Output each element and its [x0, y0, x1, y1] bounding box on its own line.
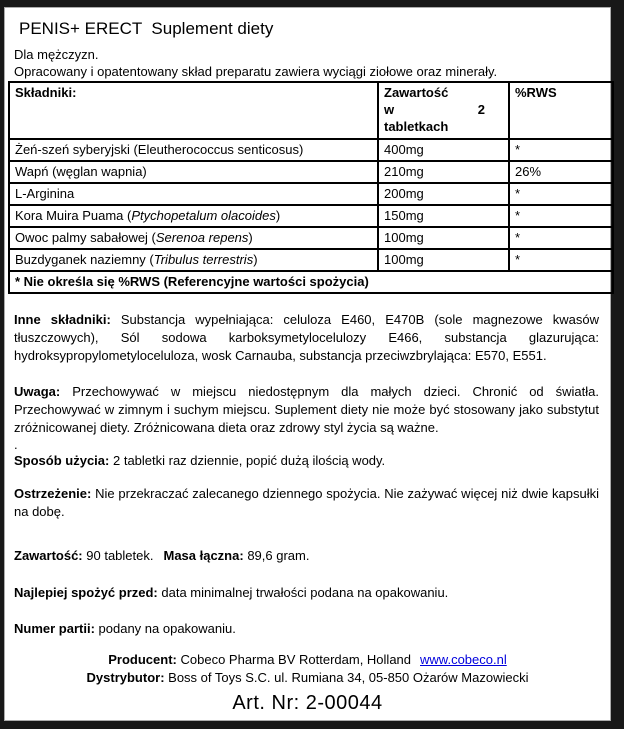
usage-label: Sposób użycia:: [14, 453, 110, 468]
ingredient-text-post: ): [253, 252, 258, 267]
batch-text: podany na opakowaniu.: [98, 621, 236, 636]
contents-label: Zawartość:: [14, 548, 83, 563]
ingredient-text: Owoc palmy sabałowej (: [15, 230, 156, 245]
intro-line-2: Opracowany i opatentowany skład preparatu zawiera wyciągi ziołowe oraz minerały.: [14, 64, 498, 79]
table-row: [9, 249, 613, 271]
ingredient-text: Wapń (węglan wapnia): [15, 164, 147, 179]
usage-text: 2 tabletki raz dziennie, popić dużą ilością wody.: [112, 453, 386, 468]
ingredient-rws: *: [509, 249, 613, 271]
ingredient-rws: *: [509, 227, 613, 249]
ingredient-latin: Tribulus terrestris: [153, 252, 254, 267]
ingredient-amount: 200mg: [378, 183, 509, 205]
ingredient-amount: 400mg: [378, 139, 509, 161]
ingredient-amount: 210mg: [378, 161, 509, 183]
table-row: [9, 161, 613, 183]
stray-dot: .: [14, 437, 18, 452]
other-ingredients-label: Inne składniki:: [14, 312, 111, 327]
table-row: [9, 183, 613, 205]
table-footnote: * Nie określa się %RWS (Referencyjne wartości spożycia): [9, 271, 613, 293]
table-footnote-row: [9, 271, 613, 293]
best-before-paragraph: [14, 584, 599, 602]
ingredient-name: [9, 139, 378, 161]
header-content-line1: Zawartość: [384, 85, 449, 100]
producer-label: Producent:: [108, 652, 177, 667]
ingredient-text: Kora Muira Puama (: [15, 208, 132, 223]
ingredient-name: [9, 183, 378, 205]
batch-paragraph: [14, 620, 599, 638]
ingredient-amount: 100mg: [378, 227, 509, 249]
other-ingredients-paragraph: [14, 311, 599, 365]
contents-paragraph: [14, 547, 599, 565]
caution-text: Nie przekraczać zalecanego dziennego spożycia. Nie zażywać więcej niż dwie kapsułki na dobę.: [14, 486, 599, 519]
ingredient-text-post: ): [275, 208, 281, 223]
header-content: [378, 82, 509, 139]
caution-label: Ostrzeżenie:: [14, 486, 92, 501]
header-content-line2: [384, 101, 485, 118]
caution-paragraph: [14, 485, 599, 521]
ingredient-text-post: ): [248, 230, 253, 245]
ingredient-latin: Ptychopetalum olacoides: [131, 208, 276, 223]
best-before-text: data minimalnej trwałości podana na opakowaniu.: [161, 585, 449, 600]
table-row: [9, 139, 613, 161]
contents-text: 90 tabletek.: [86, 548, 154, 563]
warning-note-text: Przechowywać w miejscu niedostępnym dla małych dzieci. Chronić od światła. Przechowywać w zimnym i suchym miejscu. Suplement diety nie może być stosowany jako substytut zróżnicowanej diety. Zróżnicowana dieta oraz zdrowy styl życia są ważne.: [14, 384, 599, 435]
usage-paragraph: [14, 452, 599, 470]
product-title: PENIS+ ERECT Suplement diety: [19, 19, 274, 38]
ingredient-rws: *: [509, 139, 613, 161]
warning-note-paragraph: [14, 383, 599, 437]
label-page: [4, 7, 611, 721]
best-before-label: Najlepiej spożyć przed:: [14, 585, 158, 600]
ingredient-text: Żeń-szeń syberyjski (Eleutherococcus senticosus): [15, 142, 304, 157]
ingredient-rws: *: [509, 183, 613, 205]
article-number: Art. Nr: 2-00044: [232, 692, 383, 714]
ingredient-amount: 100mg: [378, 249, 509, 271]
ingredient-name: [9, 249, 378, 271]
header-content-line3: tabletkach: [384, 119, 449, 134]
header-content-2: 2: [477, 102, 485, 117]
total-mass-label: Masa łączna:: [163, 548, 244, 563]
producer-line: [5, 651, 610, 669]
distributor-label: Dystrybutor:: [86, 670, 165, 685]
ingredient-text: L-Arginina: [15, 186, 75, 201]
ingredient-name: [9, 205, 378, 227]
header-content-w: w: [384, 102, 395, 117]
ingredient-latin: Serenoa repens: [155, 230, 249, 245]
table-row: [9, 205, 613, 227]
producer-website-link[interactable]: www.cobeco.nl: [420, 652, 507, 667]
header-ingredients: Składniki:: [9, 82, 378, 139]
ingredient-amount: 150mg: [378, 205, 509, 227]
ingredient-text: Buzdyganek naziemny (: [15, 252, 154, 267]
table-row: [9, 227, 613, 249]
distributor-text: Boss of Toys S.C. ul. Rumiana 34, 05-850 Ożarów Mazowiecki: [168, 670, 529, 685]
ingredient-name: [9, 227, 378, 249]
ingredient-rws: 26%: [509, 161, 613, 183]
header-rws: %RWS: [509, 82, 613, 139]
batch-label: Numer partii:: [14, 621, 95, 636]
ingredients-table: [8, 81, 614, 294]
warning-note-label: Uwaga:: [14, 384, 61, 399]
intro-line-1: Dla mężczyzn.: [14, 47, 99, 62]
producer-text: Cobeco Pharma BV Rotterdam, Holland: [180, 652, 412, 667]
ingredient-rws: *: [509, 205, 613, 227]
total-mass-text: 89,6 gram.: [247, 548, 310, 563]
table-header-row: [9, 82, 613, 139]
ingredient-name: [9, 161, 378, 183]
distributor-line: [5, 669, 610, 687]
other-ingredients-text: Substancja wypełniająca: celuloza E460, E470B (sole magnezowe kwasów tłuszczowych), Sól sodowa karboksymetylocelulozy E466, substancja glazurująca: hydroksypropylometyloceluloza, wosk Carnauba, substancja przeciwzbrylająca: E570, E551.: [14, 312, 600, 363]
